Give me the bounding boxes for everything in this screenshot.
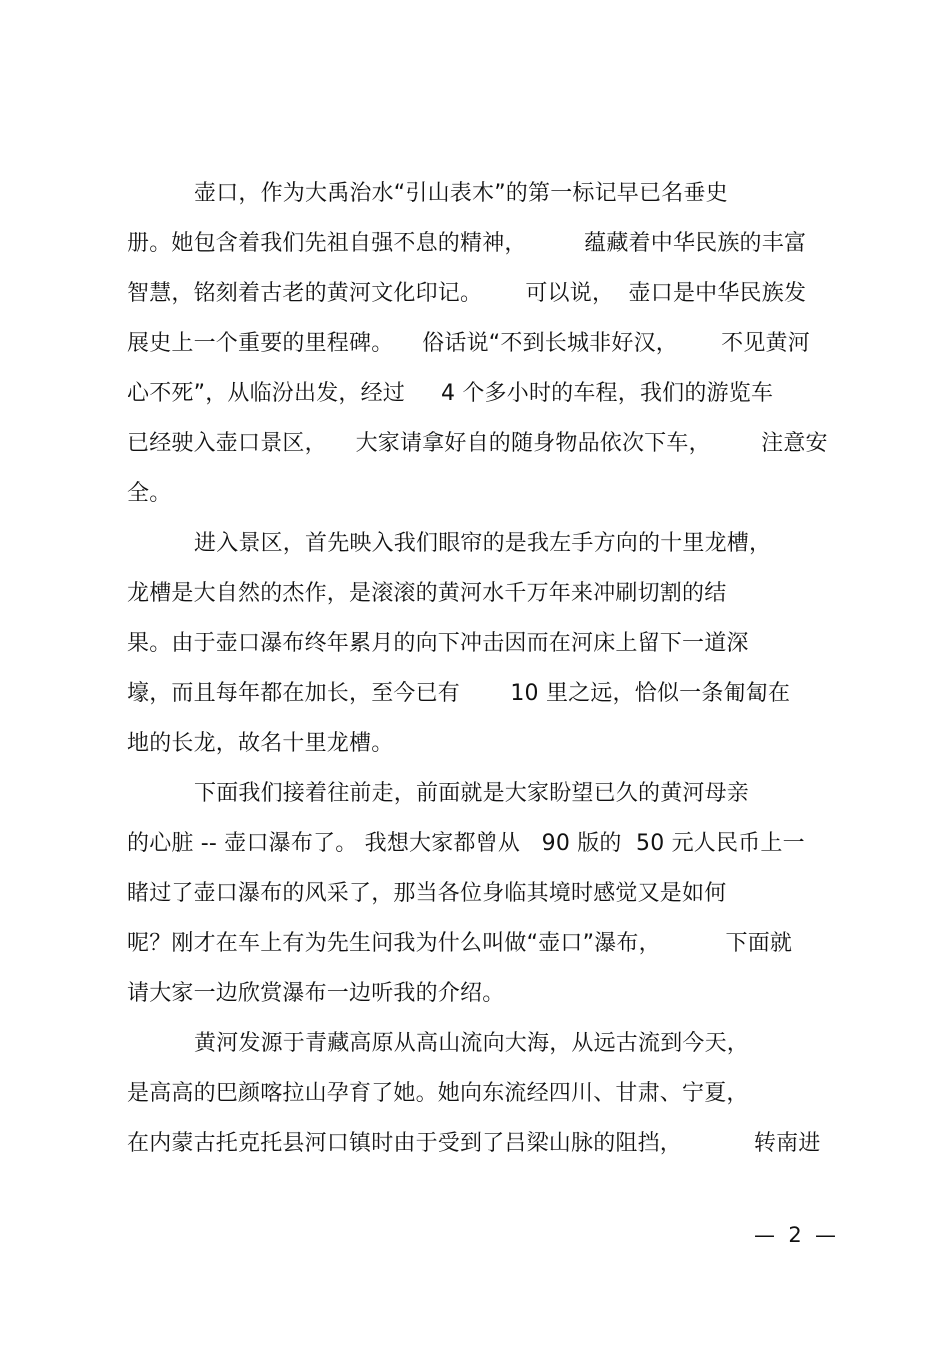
text-line: 壶口，作为大禹治水“引山表木”的第一标记早已名垂史 [194, 181, 728, 206]
text-line: 地的长龙，故名十里龙槽。 [127, 731, 394, 756]
text-line: 果。由于壶口瀑布终年累月的向下冲击因而在河床上留下一道深 [127, 631, 749, 656]
text-line: 睹过了壶口瀑布的风采了，那当各位身临其境时感觉又是如何 [127, 881, 727, 906]
text-line: 黄河发源于青藏高原从高山流向大海，从远古流到今天， [194, 1031, 750, 1056]
text-line: 展史上一个重要的里程碑。 俗话说“不到长城非好汉， 不见黄河 [127, 331, 810, 356]
text-line: 壕，而且每年都在加长，至今已有 10 里之远，恰似一条匍匐在 [127, 681, 791, 706]
text-line: 智慧，铭刻着古老的黄河文化印记。 可以说， 壶口是中华民族发 [127, 281, 807, 306]
text-line: 下面我们接着往前走，前面就是大家盼望已久的黄河母亲 [194, 781, 750, 806]
page-number: — 2 — [754, 1223, 837, 1247]
text-line: 在内蒙古托克托县河口镇时由于受到了吕梁山脉的阻挡， 转南进 [127, 1131, 821, 1156]
text-line: 已经驶入壶口景区， 大家请拿好自的随身物品依次下车， 注意安 [127, 431, 828, 456]
text-line: 进入景区，首先映入我们眼帘的是我左手方向的十里龙槽， [194, 531, 772, 556]
text-line: 全。 [127, 481, 172, 506]
text-line: 的心脏 -- 壶口瀑布了。 我想大家都曾从 90 版的 50 元人民币上一 [127, 831, 805, 856]
text-line: 心不死”，从临汾出发，经过 4 个多小时的车程，我们的游览车 [127, 381, 774, 406]
text-line: 是高高的巴颜喀拉山孕育了她。她向东流经四川、甘肃、宁夏， [127, 1081, 749, 1106]
text-line: 册。她包含着我们先祖自强不息的精神， 蕴藏着中华民族的丰富 [127, 231, 807, 256]
text-line: 呢？刚才在车上有为先生问我为什么叫做“壶口”瀑布， 下面就 [127, 931, 793, 956]
text-line: 请大家一边欣赏瀑布一边听我的介绍。 [127, 981, 505, 1006]
text-line: 龙槽是大自然的杰作，是滚滚的黄河水千万年来冲刷切割的结 [127, 581, 727, 606]
